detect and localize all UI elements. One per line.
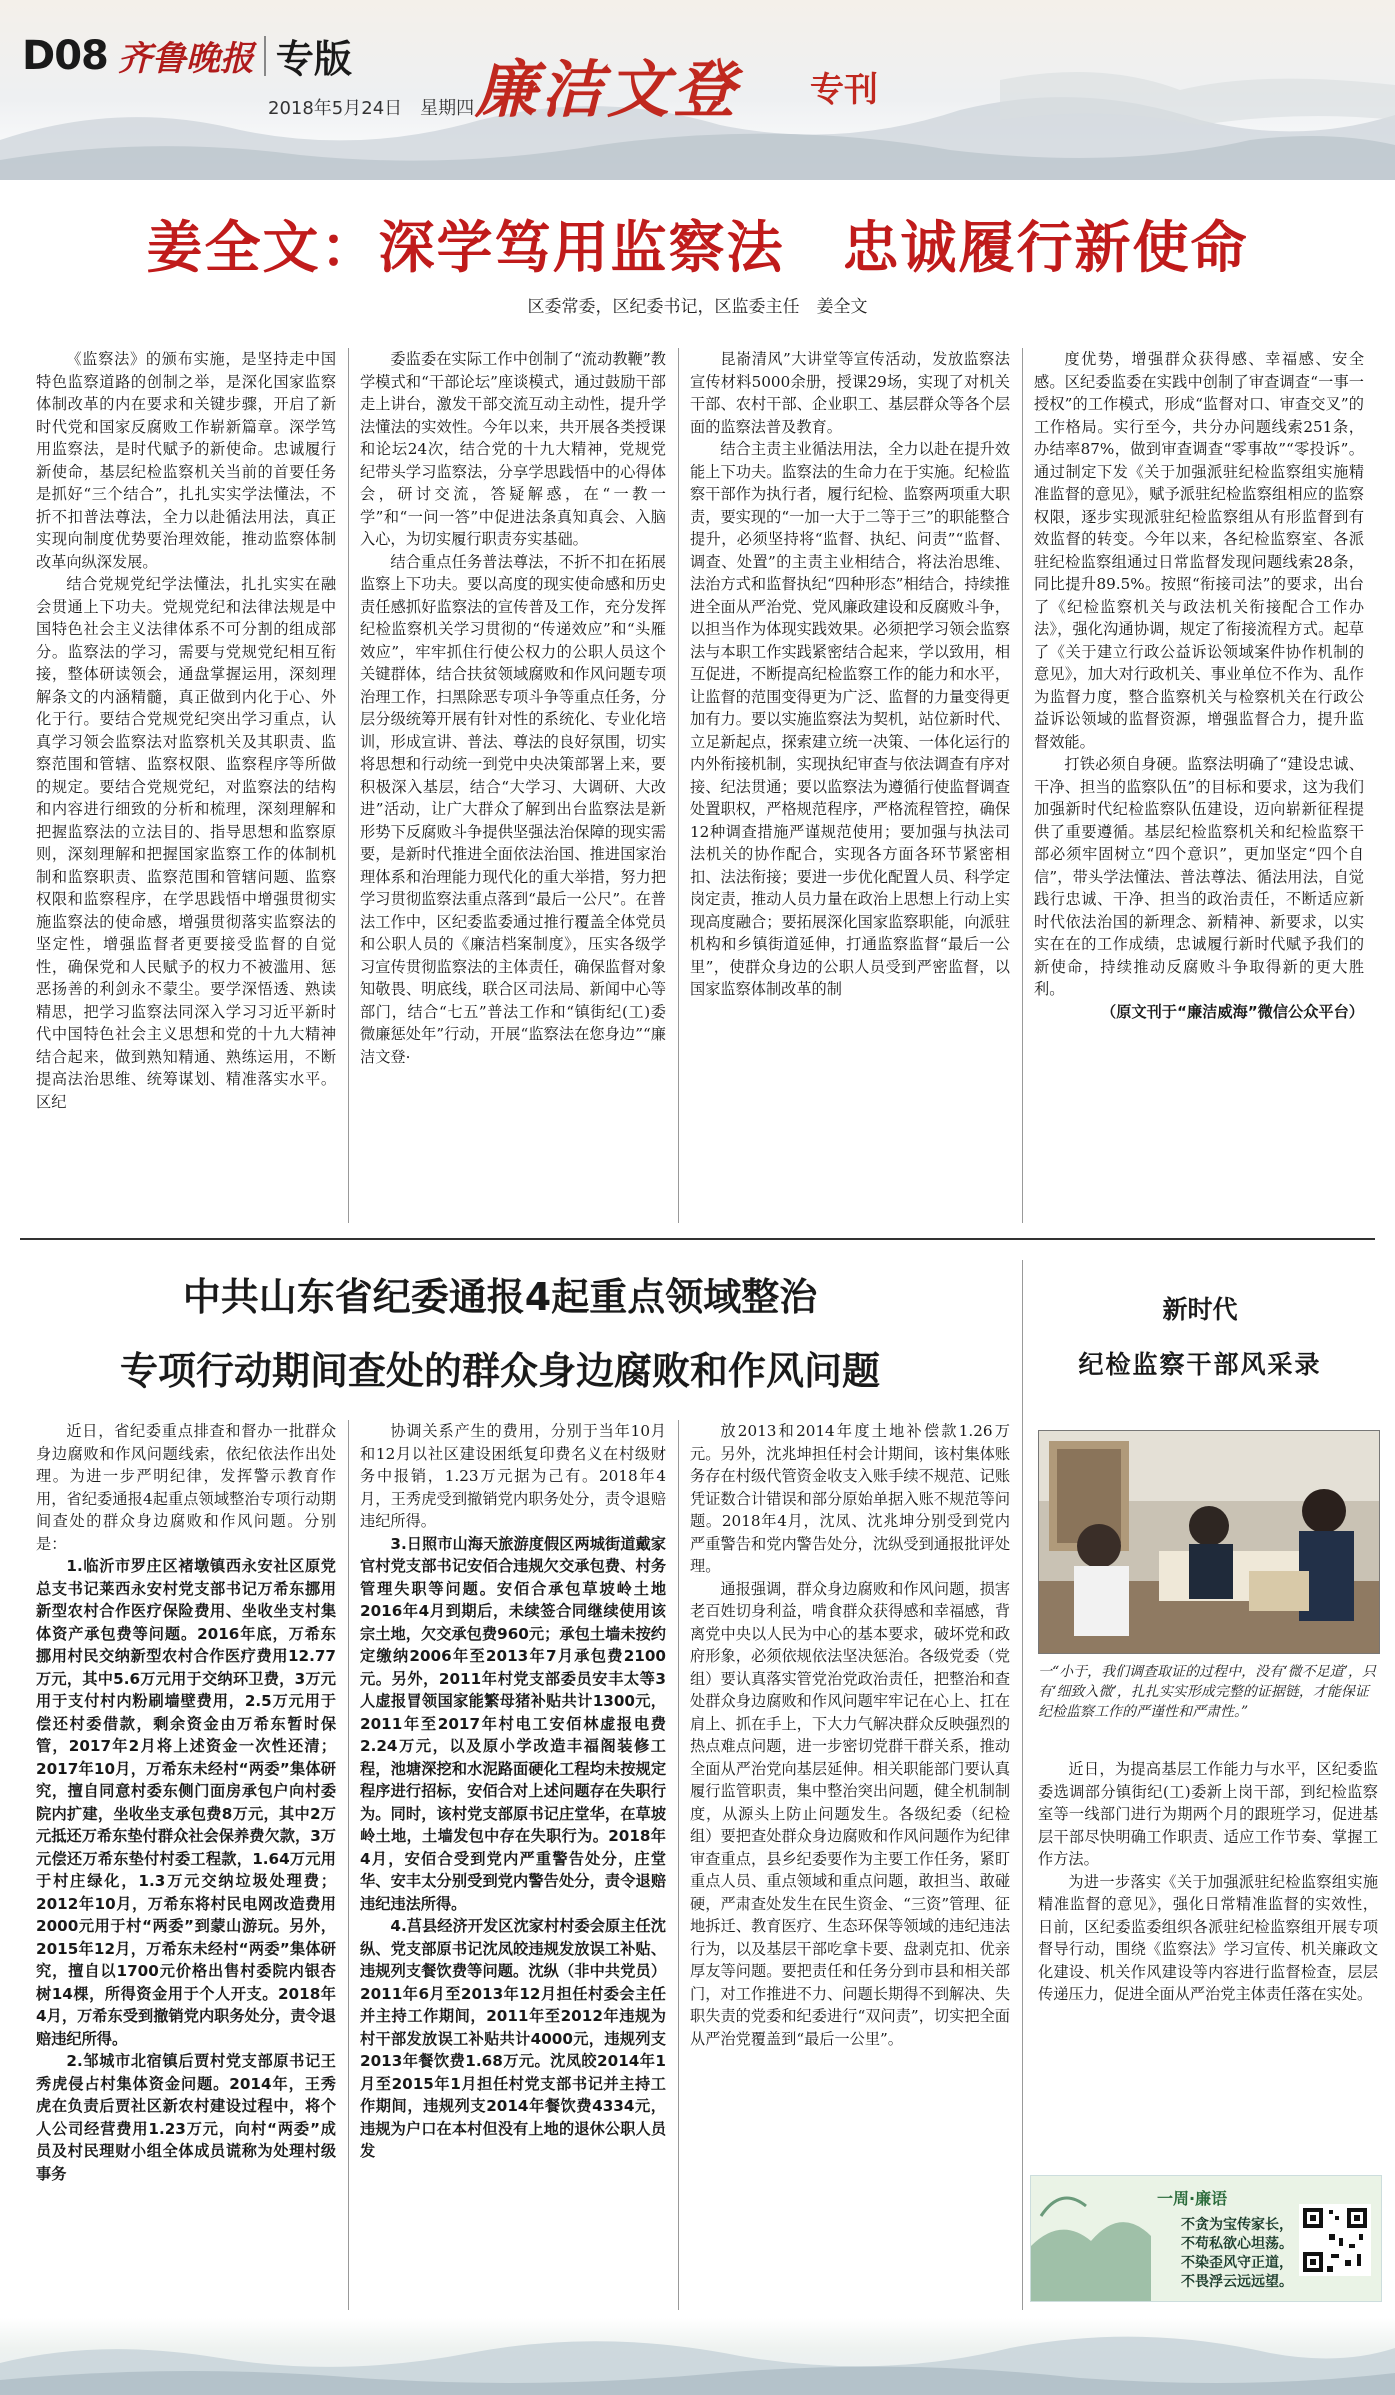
article1-headline: 姜全文：深学笃用监察法 忠诚履行新使命 [146, 216, 1249, 281]
article2-headline-line2: 专项行动期间查处的群众身边腐败和作风问题 [119, 1349, 880, 1393]
article1-column-4 [1034, 348, 1364, 1223]
column-rule [678, 348, 679, 1223]
column-rule [1022, 1260, 1023, 2310]
article1-column-1 [36, 348, 336, 1223]
footer-landscape [0, 2318, 1395, 2395]
paragraph: 近日，为提高基层工作能力与水平，区纪委监委选调部分镇街纪(工)委新上岗干部，到纪检监察室等一线部门进行为期两个月的跟班学习，促进基层干部尽快明确工作职责、适应工作节奏、掌握工作方法。 [1038, 1760, 1378, 1868]
sidebar-text [1038, 1758, 1378, 2158]
paragraph: 委监委在实际工作中创制了“流动教鞭”教学模式和“干部论坛”座谈模式，通过鼓励干部走上讲台，激发干部交流互动主动性，提升学法懂法的实效性。今年以来，共开展各类授课和论坛24次，结合党的十九大精神，党规党纪带头学习监察法，分享学思践悟中的心得体会，研讨交流，答疑解惑，在“一教一学”和“一问一答”中促进法条真知真会、入脑入心，为切实履行职责夯实基础。 [360, 350, 666, 548]
article1-column-3 [690, 348, 1010, 1223]
motto-line: 不染歪风守正道， [1181, 2255, 1293, 2271]
column-rule [678, 1420, 679, 2310]
paragraph: 昆嵛清风”大讲堂等宣传活动，发放监察法宣传材料5000余册，授课29场，实现了对机关干部、农村干部、企业职工、基层群众等各个层面的监察法普及教育。 [690, 350, 1010, 436]
article2-column-1 [36, 1420, 336, 2310]
article2-column-3 [690, 1420, 1010, 2310]
ink-landscape-icon [1031, 2176, 1151, 2301]
article2-headline-line1: 中共山东省纪委通报4起重点领域整治 [182, 1275, 818, 1319]
column-rule [348, 348, 349, 1223]
article1-source: （原文刊于“廉洁威海”微信公众平台） [1101, 1002, 1364, 1021]
paragraph: 协调关系产生的费用，分别于当年10月和12月以社区建设困纸复印费名义在村级财务中报销，1.23万元据为己有。2018年4月，王秀虎受到撤销党内职务处分，责令退赔违纪所得。 [360, 1422, 666, 1530]
motto-line: 不苟私欲心坦荡。 [1181, 2236, 1293, 2252]
newspaper-logo: 齐鲁晚报 [117, 39, 254, 79]
divider [264, 36, 266, 76]
motto-line: 不贪为宝传家长， [1181, 2217, 1293, 2233]
case-1: 1.临沂市罗庄区褚墩镇西永安社区原党总支书记莱西永安村党支部书记万希东挪用新型农村合作医疗保险费用、坐收坐支村集体资产承包费等问题。2016年底，万希东挪用村民交纳新型农村合作医疗费用12.77万元，其中5.6万元用于交纳环卫费，3万元用于支付村内粉刷墙壁费用，2.5万元用于偿还村委借款，剩余资金由万希东暂时保管，2017年2月将上述资金一次性还清；2017年10月，万希东未经村“两委”集体研究，擅自同意村委东侧门面房承包户向村委院内扩建，坐收坐支承包费8万元，其中2万元抵还万希东垫付群众社会保养费欠款，3万元偿还万希东垫付村委工程款，1.64万元用于村庄绿化，1.3万元交纳垃圾处理费；2012年10月，万希东将村民电网改造费用2000元用于村“两委”到蒙山游玩。另外，2015年12月，万希东未经村“两委”集体研究，擅自以1700元价格出售村委院内银杏树14棵，所得资金用于个人开支。2018年4月，万希东受到撤销党内职务处分，责令退赔违纪所得。 [36, 1557, 336, 2048]
case-2: 2.邹城市北宿镇后贾村党支部原书记王秀虎侵占村集体资金问题。2014年，王秀虎在负责后贾社区新农村建设过程中，将个人公司经营费用1.23万元，向村“两委”成员及村民理财小组全体成员谎称为处理村级事务 [36, 2052, 336, 2183]
paragraph: 为进一步落实《关于加强派驻纪检监察组实施精准监督的意见》，强化日常精准监督的实效性，日前，区纪委监委组织各派驻纪检监察组开展专项督导行动，围绕《监察法》学习宣传、机关廉政文化建设、机关作风建设等内容进行监督检查，层层传递压力，促进全面从严治党主体责任落在实处。 [1038, 1872, 1378, 2003]
paragraph: 打铁必须自身硬。监察法明确了“建设忠诚、干净、担当的监察队伍”的目标和要求，这为我们加强新时代纪检监察队伍建设，迈向崭新征程提供了重要遵循。基层纪检监察机关和纪检监察干部必须牢固树立“四个意识”，更加坚定“四个自信”，带头学法懂法、普法尊法、循法用法，自觉践行忠诚、干净、担当的政治责任，不断适应新时代依法治国的新理念、新精神、新要求，以实实在在的工作成绩，忠诚履行新时代赋予我们的新使命，持续推动反腐败斗争取得新的更大胜利。 [1034, 755, 1364, 998]
paragraph: 通报强调，群众身边腐败和作风问题，损害老百姓切身利益，啃食群众获得感和幸福感，背离党中央以人民为中心的基本要求，破坏党和政府形象，必须依规依法坚决惩治。各级党委（党组）要认真落实管党治党政治责任，把整治和查处群众身边腐败和作风问题牢牢记在心上、扛在肩上、抓在手上，下大力气解决群众反映强烈的热点难点问题，进一步密切党群干群关系，推动全面从严治党向基层延伸。相关职能部门要认真履行监管职责，集中整治突出问题，健全机制制度，从源头上防止问题发生。各级纪委（纪检组）要把查处群众身边腐败和作风问题作为纪律审查重点，县乡纪委要作为主要工作任务，紧盯重点人员、重点领域和重点问题，敢担当、敢碰硬，严肃查处发生在民生资金、“三资”管理、征地拆迁、教育医疗、生态环保等领域的违纪违法行为，以及基层干部吃拿卡要、盘剥克扣、优亲厚友等问题。要把责任和任务分到市县和相关部门，对工作推进不力、问题长期得不到解决、失职失责的党委和纪委进行“双问责”，切实把全面从严治党覆盖到“最后一公里”。 [690, 1579, 1010, 2048]
paragraph: 结合重点任务普法尊法，不折不扣在拓展监察上下功夫。要以高度的现实使命感和历史责任感抓好监察法的宣传普及工作，充分发挥纪检监察机关学习贯彻的“传递效应”和“头雁效应”，牢牢抓住行使公权力的公职人员这个关键群体，结合扶贫领域腐败和作风问题专项治理工作，扫黑除恶专项斗争等重点任务，分层分级统筹开展有针对性的系统化、专业化培训，形成宣讲、普法、尊法的良好氛围，切实将思想和行动统一到党中央决策部署上来，要积极深入基层，结合“大学习、大调研、大改进”活动，让广大群众了解到出台监察法是新形势下反腐败斗争提供坚强法治保障的现实需要，是新时代推进全面依法治国、推进国家治理体系和治理能力现代化的重大举措，努力把学习贯彻监察法重点落到“最后一公尺”。在普法工作中，区纪委监委通过推行覆盖全体党员和公职人员的《廉洁档案制度》，压实各级学习宣传贯彻监察法的主体责任，确保监督对象知敬畏、明底线，联合区司法局、新闻中心等部门，结合“七五”普法工作和“镇街纪(工)委微廉惩处年”行动，开展“监察法在您身边”“廉洁文登· [360, 552, 666, 1066]
section-divider [20, 1238, 1375, 1240]
paragraph: 结合党规党纪学法懂法，扎扎实实在融会贯通上下功夫。党规党纪和法律法规是中国特色社会主义法律体系不可分割的组成部分。监察法的学习，需要与党规党纪相互衔接，整体研读领会，通盘掌握运用，深刻理解条文的内涵精髓，真正做到内化于心、外化于行。要结合党规党纪突出学习重点，认真学习领会监察法对监察机关及其职责、监察范围和管辖、监察权限、监察程序等所做的规定。要结合党规党纪，对监察法的结构和内容进行细致的分析和梳理，深刻理解和把握监察法的立法目的、指导思想和监察原则，深刻理解和把握国家监察工作的体制机制和监察职责、监察范围和管辖问题、监察权限和监察程序，在学思践悟中增强贯彻实施监察法的使命感，增强贯彻落实监察法的坚定性，增强监督者更要接受监督的自觉性，确保党和人民赋予的权力不被滥用、惩恶扬善的利剑永不蒙尘。要学深悟透、熟读精思，把学习监察法同深入学习习近平新时代中国特色社会主义思想和党的十九大精神结合起来，做到熟知精通、熟练运用，不断提高法治思维、统筹谋划、精准落实水平。区纪 [36, 575, 336, 1111]
section-name: 专版 [275, 37, 352, 81]
column-rule [348, 1420, 349, 2310]
weekly-motto-tag: 一周·廉语 [1157, 2189, 1228, 2208]
issue-date: 2018年5月24日 星期四 [268, 98, 475, 119]
footer-mountains [0, 2318, 1395, 2395]
case-3: 3.日照市山海天旅游度假区两城街道戴家官村党支部书记安佰合违规欠交承包费、村务管理失职等问题。安佰合承包草坡岭土地2016年4月到期后，未续签合同继续使用该宗土地，欠交承包费960元；承包土墙未按约定缴纳2006年至2013年7月承包费2100元。另外，2011年村党支部委员安丰太等3人虚报冒领国家能繁母猪补贴共计1300元，2011年至2017年村电工安佰林虚报电费2.24万元，以及原小学改造丰福阁装修工程，池塘深挖和水泥路面硬化工程均未按规定程序进行招标，安佰合对上述问题存在失职行为。同时，该村党支部原书记庄堂华，在草坡岭土地，土墙发包中存在失职行为。2018年4月，安佰合受到党内严重警告处分，庄堂华、安丰太分别受到党内警告处分，责令退赔违纪违法所得。 [360, 1534, 666, 1913]
photo-caption: 一“小于，我们调查取证的过程中，没有‘微不足道’，只有‘细致入微’，扎扎实实形成完整的证据链，才能保证纪检监察工作的严谨性和严肃性。” [1038, 1664, 1377, 1720]
sidebar-title-line2: 纪检监察干部风采录 [1078, 1350, 1322, 1379]
page-number: D08 [22, 32, 108, 79]
office-photo-illustration [1039, 1431, 1379, 1653]
article2-column-2 [360, 1420, 666, 2310]
weekly-motto-lines [1181, 2216, 1293, 2292]
qr-code-icon [1299, 2204, 1371, 2276]
article1-byline: 区委常委，区纪委书记，区监委主任 姜全文 [527, 297, 868, 317]
paragraph: 结合主责主业循法用法，全力以赴在提升效能上下功夫。监察法的生命力在于实施。纪检监察干部作为执行者，履行纪检、监察两项重大职责，要实现的“一加一大于二等于三”的职能整合提升，必须坚持将“监督、执纪、问责”“监督、调查、处置”的主责主业相结合，将法治思维、法治方式和监督执纪“四种形态”相结合，持续推进全面从严治党、党风廉政建设和反腐败斗争，以担当作为体现实践效果。必须把学习领会监察法与本职工作实践紧密结合起来，学以致用，相互促进，不断提高纪检监察工作的能力和水平，让监督的范围变得更为广泛、监督的力量变得更加有力。要以实施监察法为契机，站位新时代、立足新起点，探索建立统一决策、一体化运行的内外衔接机制，实现执纪审查与依法调查有序对接、纪法贯通；要以监察法为遵循行使监督调查处置职权，严格规范程序，严格流程管控，确保12种调查措施严谨规范使用；要加强与执法司法机关的协作配合，实现各方面各环节紧密相扣、法法衔接；要进一步优化配置人员、科学定岗定责，推动人员力量在政治上思想上行动上实现高度融合；要拓展深化国家监察职能，向派驻机构和乡镇街道延伸，打通监察监督“最后一公里”，使群众身边的公职人员受到严密监督，以国家监察体制改革的制 [690, 440, 1010, 998]
case-4: 4.莒县经济开发区沈家村村委会原主任沈纵、党支部原书记沈凤皎违规发放误工补贴、违规列支餐饮费等问题。沈纵（非中共党员）2011年6月至2013年12月担任村委会主任并主持工作期间，2011年至2012年违规为村干部发放误工补贴共计4000元，违规列支2013年餐饮费1.68万元。沈凤皎2014年1月至2015年1月担任村党支部书记并主持工作期间，违规列支2014年餐饮费4334元，违规为户口在本村但没有上地的退休公职人员发 [360, 1917, 666, 2160]
sidebar-title-line1: 新时代 [1162, 1295, 1238, 1324]
edition-row [22, 28, 352, 83]
article1-column-2 [360, 348, 666, 1223]
paragraph: 近日，省纪委重点排查和督办一批群众身边腐败和作风问题线索，依纪依法作出处理。为进一步严明纪律，发挥警示教育作用，省纪委通报4起重点领域整治专项行动期间查处的群众身边腐败和作风问题。分别是： [36, 1422, 336, 1553]
weekly-motto-box [1030, 2175, 1382, 2302]
column-rule [1022, 348, 1023, 1223]
paragraph: 度优势，增强群众获得感、幸福感、安全感。区纪委监委在实践中创制了审查调查“一事一授权”的工作模式，形成“监督对口、审查交叉”的工作格局。实行至今，共分办问题线索251条，办结率87%，做到审查调查“零事故”“零投诉”。通过制定下发《关于加强派驻纪检监察组实施精准监督的意见》，赋予派驻纪检监察组相应的监察权限，逐步实现派驻纪检监察组从有形监督到有效监督的转变。今年以来，各纪检监察室、各派驻纪检监察组通过日常监督发现问题线索28条，同比提升89.5%。按照“衔接司法”的要求，出台了《纪检监察机关与政法机关衔接配合工作办法》，强化沟通协调，规定了衔接流程方式。起草了《关于建立行政公益诉讼领域案件协作机制的意见》，加大对行政机关、事业单位不作为、乱作为监督力度，整合监察机关与检察机关在行政公益诉讼领域的监督资源，增强监督合力，提升监督效能。 [1034, 350, 1364, 751]
special-subtitle: 专刊 [810, 70, 878, 110]
special-title: 廉洁文登 [475, 53, 740, 126]
paragraph: 放2013和2014年度土地补偿款1.26万元。另外，沈兆坤担任村会计期间，该村集体账务存在村级代管资金收支入账手续不规范、记账凭证数合计错误和部分原始单据入账不规范等问题。2018年4月，沈凤、沈兆坤分别受到党内严重警告和党内警告处分，沈纵受到通报批评处理。 [690, 1422, 1010, 1575]
office-photo [1038, 1430, 1380, 1654]
motto-line: 不畏浮云远远望。 [1181, 2274, 1293, 2290]
paragraph: 《监察法》的颁布实施，是坚持走中国特色监察道路的创制之举，是深化国家监察体制改革的内在要求和关键步骤，开启了新时代党和国家反腐败工作崭新篇章。深学笃用监察法，是时代赋予的新使命。忠诚履行新使命，基层纪检监察机关当前的首要任务是抓好“三个结合”，扎扎实实学法懂法，不折不扣普法尊法，全力以赴循法用法，真正实现向制度优势要治理效能，推动监察体制改革向纵深发展。 [36, 350, 336, 571]
